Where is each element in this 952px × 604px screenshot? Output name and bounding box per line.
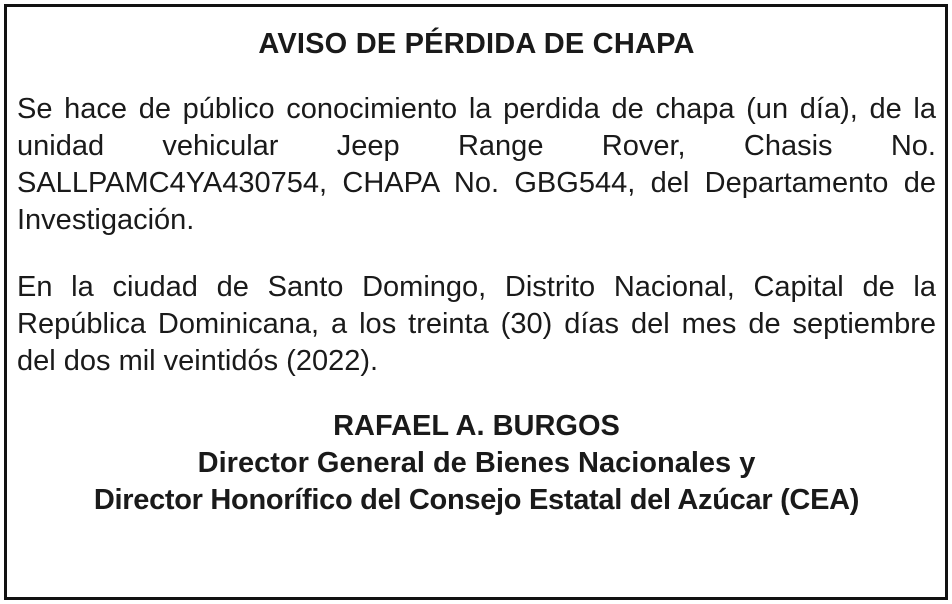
notice-title: AVISO DE PÉRDIDA DE CHAPA	[258, 28, 695, 60]
notice-paragraph-place-date: En la ciudad de Santo Domingo, Distrito Nacional, Capital de la República Dominicana, a los treinta (30) días del mes de septiembre del dos mil veintidós (2022).	[17, 271, 936, 377]
notice-border-frame	[4, 4, 948, 600]
loss-notice	[7, 27, 945, 519]
notice-paragraph-vehicle-plate: Se hace de público conocimiento la perdida de chapa (un día), de la unidad vehicular Jeep Range Rover, Chasis No. SALLPAMC4YA430754, CHAPA No. GBG544, del Departamento de Investigación.	[17, 93, 936, 236]
signatory-name: RAFAEL A. BURGOS	[333, 410, 620, 442]
signature-block	[17, 408, 936, 519]
signatory-position-1: Director General de Bienes Nacionales y	[197, 447, 756, 479]
signatory-position-2: Director Honorífico del Consejo Estatal del Azúcar (CEA)	[93, 484, 860, 516]
